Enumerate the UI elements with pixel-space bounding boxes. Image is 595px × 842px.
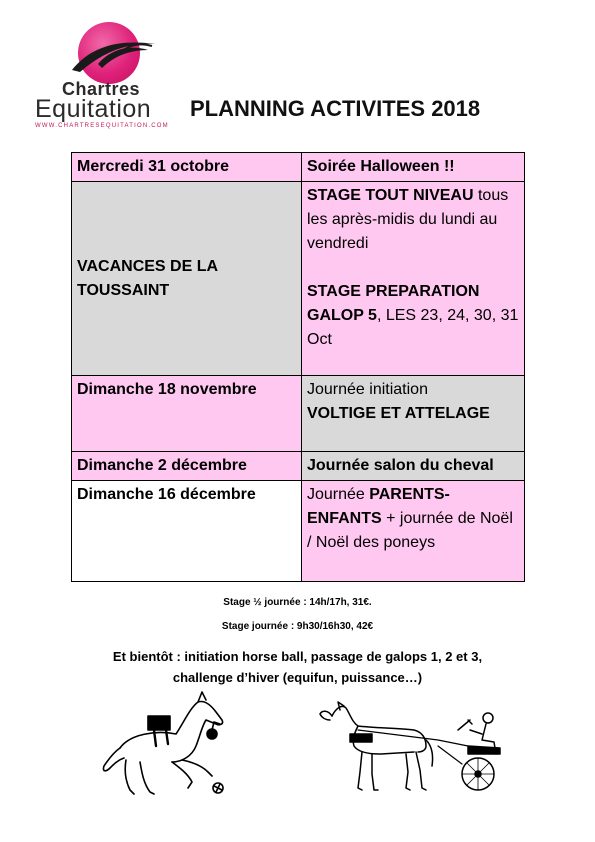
horse-carriage-illustration — [318, 700, 508, 800]
chartres-equitation-logo — [32, 22, 172, 134]
row-activity: Journée salon du cheval — [302, 452, 525, 481]
table-row — [72, 153, 525, 182]
row-date: Mercredi 31 octobre — [72, 153, 302, 182]
logo-url: WWW.CHARTRESEQUITATION.COM — [35, 123, 169, 129]
row-activity — [302, 182, 525, 376]
note-coming-soon: Et bientôt : initiation horse ball, passage de galops 1, 2 et 3, challenge d’hiver (equifun, puissance…) — [112, 649, 483, 685]
logo-name-line2: Equitation — [35, 95, 152, 123]
row-date: Dimanche 18 novembre — [72, 376, 302, 452]
row-activity: Soirée Halloween !! — [302, 153, 525, 182]
note-half-day: Stage ½ journée : 14h/17h, 31€. — [223, 597, 372, 608]
table-row — [72, 481, 525, 582]
table-row — [72, 182, 525, 376]
planning-table — [71, 152, 525, 582]
logo-name-line1: Chartres — [62, 79, 141, 99]
stage-preparation-galop5: STAGE PREPARATION GALOP 5, LES 23, 24, 30, 31 Oct — [307, 283, 519, 348]
horse-logo-icon — [68, 30, 158, 80]
page-title: PLANNING ACTIVITES 2018 — [190, 96, 481, 121]
row-activity: Journée PARENTS-ENFANTS + journée de Noël / Noël des poneys — [302, 481, 525, 582]
note-full-day: Stage journée : 9h30/16h30, 42€ — [221, 621, 374, 632]
table-row — [72, 452, 525, 481]
row-activity: Journée initiation VOLTIGE ET ATTELAGE — [302, 376, 525, 452]
row-date: Dimanche 2 décembre — [72, 452, 302, 481]
row-date: VACANCES DE LA TOUSSAINT — [72, 182, 302, 376]
horse-ball-illustration — [96, 690, 236, 800]
row-date: Dimanche 16 décembre — [72, 481, 302, 582]
stage-tout-niveau: STAGE TOUT NIVEAU tous les après-midis du lundi au vendredi — [307, 187, 509, 252]
table-row — [72, 376, 525, 452]
